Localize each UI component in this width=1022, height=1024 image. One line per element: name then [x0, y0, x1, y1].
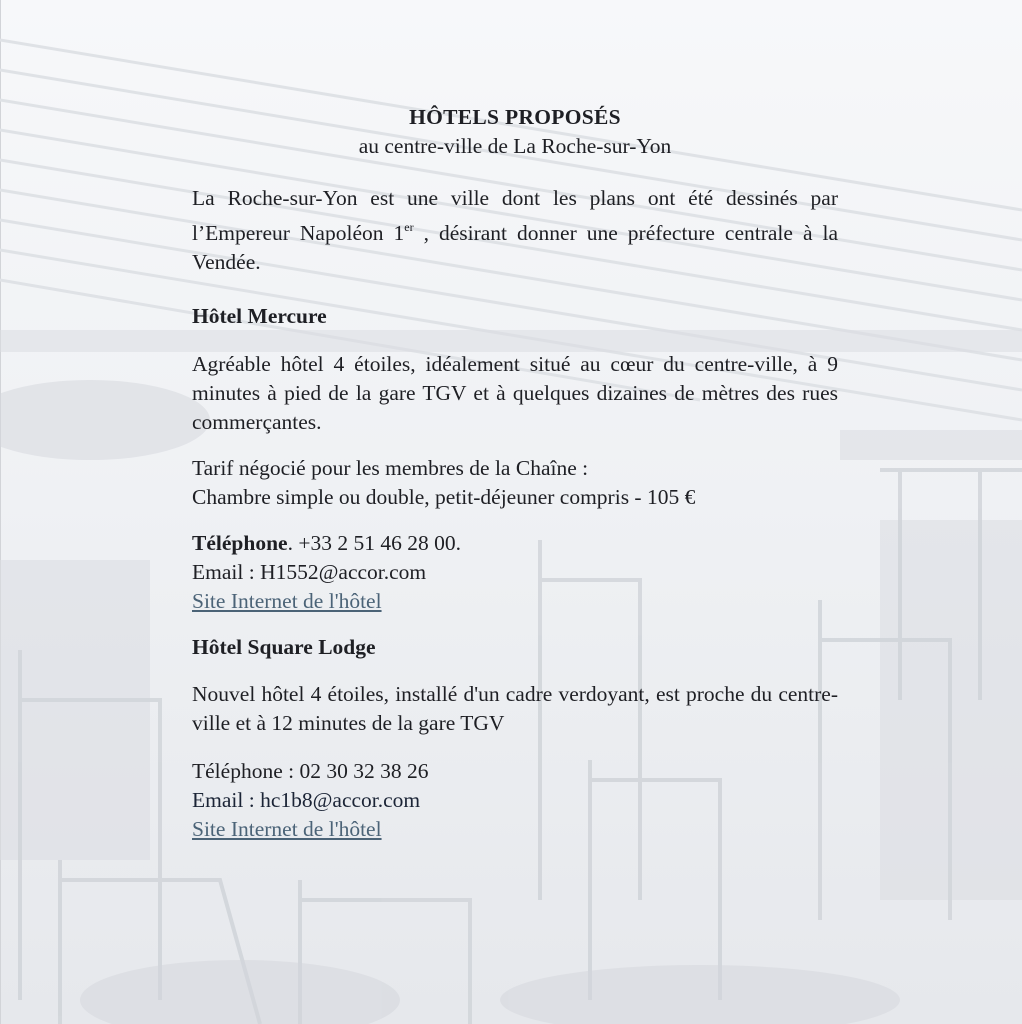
hotel-square-lodge-phone: Téléphone : 02 30 32 38 26	[192, 759, 429, 783]
hotel-mercure-phone-label: Téléphone	[192, 531, 288, 555]
hotel-square-lodge-contact	[192, 757, 838, 844]
hotel-square-lodge-website-link[interactable]: Site Internet de l'hôtel	[192, 817, 382, 841]
hotel-square-lodge-name: Hôtel Square Lodge	[192, 635, 376, 659]
page-subtitle: au centre-ville de La Roche-sur-Yon	[358, 134, 672, 158]
intro-superscript: er	[404, 220, 414, 234]
hotel-mercure-email: Email : H1552@accor.com	[192, 560, 427, 584]
hotel-mercure-website-link[interactable]: Site Internet de l'hôtel	[192, 589, 382, 613]
document-content	[192, 103, 838, 844]
intro-text-before: La Roche-sur-Yon est une ville dont les plans ont été dessinés par l’Empereur Napoléon 1	[192, 186, 838, 245]
hotel-mercure-rate-detail: Chambre simple ou double, petit-déjeuner compris - 105 €	[192, 485, 696, 509]
hotel-mercure-rate-intro: Tarif négocié pour les membres de la Chaîne :	[192, 456, 589, 480]
hotel-mercure-contact	[192, 529, 838, 616]
hotel-mercure-name: Hôtel Mercure	[192, 304, 327, 328]
page-title: HÔTELS PROPOSÉS	[409, 105, 621, 129]
hotel-mercure-phone-value: . +33 2 51 46 28 00.	[287, 531, 461, 555]
hotel-mercure-rate	[192, 454, 838, 512]
hotel-mercure-description: Agréable hôtel 4 étoiles, idéalement situé au cœur du centre-ville, à 9 minutes à pied de la gare TGV et à quelques dizaines de mètres des rues commerçantes.	[192, 352, 838, 434]
intro-text-after: , désirant donner une préfecture centrale à la Vendée.	[192, 221, 839, 274]
hotel-square-lodge-email: Email : hc1b8@accor.com	[192, 788, 421, 812]
intro-paragraph	[192, 184, 838, 277]
hotel-mercure-phone	[192, 529, 838, 558]
hotel-square-lodge-description: Nouvel hôtel 4 étoiles, installé d'un cadre verdoyant, est proche du centre-ville et à 12 minutes de la gare TGV	[192, 682, 838, 735]
